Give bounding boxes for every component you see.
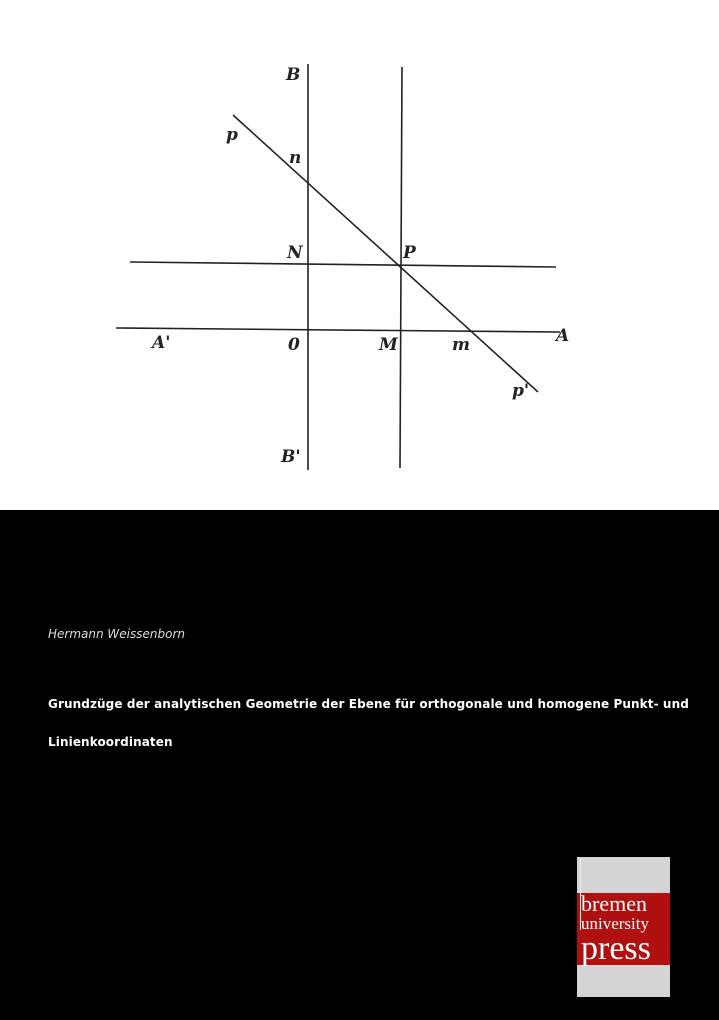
axis-a	[116, 328, 560, 332]
label-a-prime: A'	[152, 333, 171, 353]
label-p: p	[226, 125, 238, 145]
label-m: m	[452, 335, 470, 355]
label-origin: 0	[288, 335, 300, 355]
logo-text-bremen: bremen	[581, 891, 647, 916]
publisher-logo	[577, 857, 670, 997]
horizontal-line-np	[130, 262, 556, 267]
label-N: N	[287, 243, 303, 263]
author-name: Hermann Weissenborn	[48, 627, 185, 641]
label-P: P	[403, 243, 416, 263]
logo-text-university: university	[581, 914, 649, 933]
book-title-line-2: Linienkoordinaten	[48, 735, 173, 749]
logo-text-press: press	[581, 930, 651, 967]
cover-text-band	[0, 510, 719, 1020]
label-b-prime: B'	[281, 447, 301, 467]
label-p-prime: p'	[512, 381, 530, 401]
book-title-line-1: Grundzüge der analytischen Geometrie der Ebene für orthogonale und homogene Punkt- und	[48, 697, 689, 711]
label-b: B	[286, 65, 301, 85]
label-M: M	[379, 335, 398, 355]
label-A: A	[556, 326, 570, 346]
label-n: n	[289, 148, 302, 168]
